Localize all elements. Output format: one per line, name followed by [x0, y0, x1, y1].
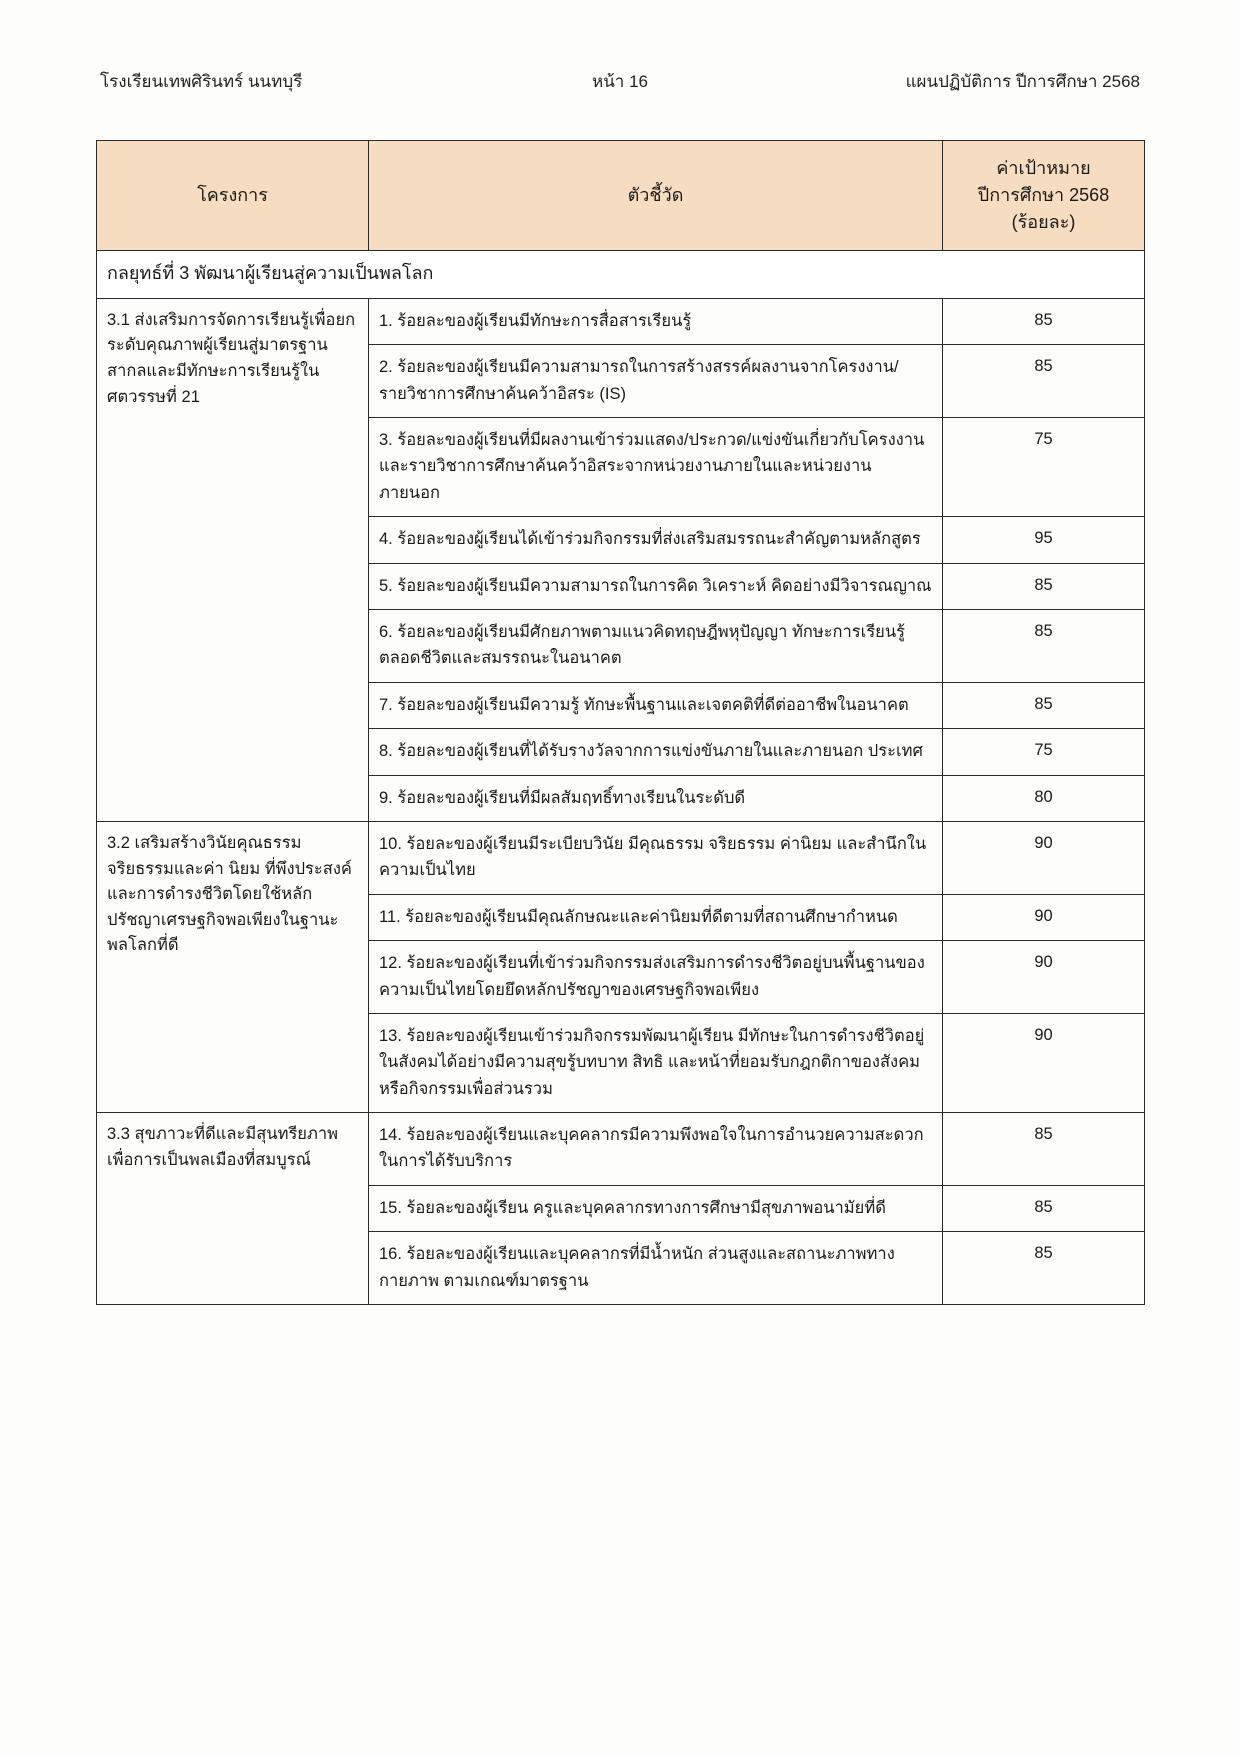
table-row	[97, 298, 1145, 344]
target-cell: 85	[943, 298, 1145, 344]
indicator-cell: 14. ร้อยละของผู้เรียนและบุคคลากรมีความพึงพอใจในการอำนวยความสะดวกในการได้รับบริการ	[369, 1113, 943, 1186]
target-cell: 85	[943, 1185, 1145, 1231]
target-cell: 85	[943, 563, 1145, 609]
target-cell: 90	[943, 821, 1145, 894]
target-header-line1: ค่าเป้าหมาย	[996, 158, 1091, 178]
indicator-cell: 5. ร้อยละของผู้เรียนมีความสามารถในการคิด วิเคราะห์ คิดอย่างมีวิจารณญาณ	[369, 563, 943, 609]
indicator-cell: 8. ร้อยละของผู้เรียนที่ได้รับรางวัลจากการแข่งขันภายในและภายนอก ประเทศ	[369, 729, 943, 775]
column-header-target	[943, 141, 1145, 251]
table-row	[97, 1113, 1145, 1186]
target-cell: 90	[943, 894, 1145, 940]
project-cell-3-3: 3.3 สุขภาวะที่ดีและมีสุนทรียภาพเพื่อการเป็นพลเมืองที่สมบูรณ์	[97, 1113, 369, 1305]
indicator-cell: 12. ร้อยละของผู้เรียนที่เข้าร่วมกิจกรรมส่งเสริมการดำรงชีวิตอยู่บนพื้นฐานของความเป็นไทยโดยยึดหลักปรัชญาของเศรษฐกิจพอเพียง	[369, 941, 943, 1014]
indicator-cell: 13. ร้อยละของผู้เรียนเข้าร่วมกิจกรรมพัฒนาผู้เรียน มีทักษะในการดำรงชีวิตอยู่ในสังคมได้อย่างมีความสุขรู้บทบาท สิทธิ และหน้าที่ยอมรับกฎกติกาของสังคมหรือกิจกรรมเพื่อส่วนรวม	[369, 1013, 943, 1112]
strategy-row	[97, 251, 1145, 299]
target-cell: 85	[943, 610, 1145, 683]
table-head	[97, 141, 1145, 251]
indicator-cell: 7. ร้อยละของผู้เรียนมีความรู้ ทักษะพื้นฐานและเจตคติที่ดีต่ออาชีพในอนาคต	[369, 682, 943, 728]
header-page-number: หน้า 16	[591, 72, 648, 91]
target-cell: 85	[943, 682, 1145, 728]
indicator-cell: 9. ร้อยละของผู้เรียนที่มีผลสัมฤทธิ์ทางเรียนในระดับดี	[369, 775, 943, 821]
strategy-title: กลยุทธ์ที่ 3 พัฒนาผู้เรียนสู่ความเป็นพลโลก	[97, 251, 1145, 299]
project-cell-3-2: 3.2 เสริมสร้างวินัยคุณธรรม จริยธรรมและค่า นิยม ที่พึงประสงค์และการดำรงชีวิตโดยใช้หลัก ปรัชญาเศรษฐกิจพอเพียงในฐานะพลโลกที่ดี	[97, 821, 369, 1112]
target-header-line3: (ร้อยละ)	[1011, 212, 1076, 232]
indicator-cell: 10. ร้อยละของผู้เรียนมีระเบียบวินัย มีคุณธรรม จริยธรรม ค่านิยม และสำนึกในความเป็นไทย	[369, 821, 943, 894]
target-cell: 95	[943, 517, 1145, 563]
target-cell: 75	[943, 729, 1145, 775]
indicator-cell: 2. ร้อยละของผู้เรียนมีความสามารถในการสร้างสรรค์ผลงานจากโครงงาน/รายวิชาการศึกษาค้นคว้าอิสระ (IS)	[369, 345, 943, 418]
target-header-line2: ปีการศึกษา 2568	[977, 185, 1110, 205]
target-cell: 80	[943, 775, 1145, 821]
header-document-title: แผนปฏิบัติการ ปีการศึกษา 2568	[905, 72, 1140, 91]
column-header-indicator: ตัวชี้วัด	[369, 141, 943, 251]
indicator-cell: 1. ร้อยละของผู้เรียนมีทักษะการสื่อสารเรียนรู้	[369, 298, 943, 344]
project-cell-3-1: 3.1 ส่งเสริมการจัดการเรียนรู้เพื่อยกระดับคุณภาพผู้เรียนสู่มาตรฐานสากลและมีทักษะการเรียนรู้ในศตวรรษที่ 21	[97, 298, 369, 821]
table-body	[97, 251, 1145, 1305]
table-row	[97, 821, 1145, 894]
plan-table	[96, 140, 1145, 1305]
target-cell: 90	[943, 1013, 1145, 1112]
indicator-cell: 3. ร้อยละของผู้เรียนที่มีผลงานเข้าร่วมแสดง/ประกวด/แข่งขันเกี่ยวกับโครงงานและรายวิชาการศึกษาค้นคว้าอิสระจากหน่วยงานภายในและหน่วยงานภายนอก	[369, 418, 943, 517]
indicator-cell: 11. ร้อยละของผู้เรียนมีคุณลักษณะและค่านิยมที่ดีตามที่สถานศึกษากำหนด	[369, 894, 943, 940]
indicator-cell: 15. ร้อยละของผู้เรียน ครูและบุคคลากรทางการศึกษามีสุขภาพอนามัยที่ดี	[369, 1185, 943, 1231]
table-header-row	[97, 141, 1145, 251]
target-cell: 90	[943, 941, 1145, 1014]
plan-table-wrapper	[96, 140, 1144, 1305]
target-cell: 75	[943, 418, 1145, 517]
target-cell: 85	[943, 1113, 1145, 1186]
header-school-name: โรงเรียนเทพศิรินทร์ นนทบุรี	[100, 72, 303, 91]
indicator-cell: 16. ร้อยละของผู้เรียนและบุคคลากรที่มีน้ำหนัก ส่วนสูงและสถานะภาพทางกายภาพ ตามเกณฑ์มาตรฐาน	[369, 1232, 943, 1305]
target-cell: 85	[943, 345, 1145, 418]
page-header	[100, 68, 1140, 95]
target-cell: 85	[943, 1232, 1145, 1305]
indicator-cell: 6. ร้อยละของผู้เรียนมีศักยภาพตามแนวคิดทฤษฎีพหุปัญญา ทักษะการเรียนรู้ตลอดชีวิตและสมรรถนะในอนาคต	[369, 610, 943, 683]
indicator-cell: 4. ร้อยละของผู้เรียนได้เข้าร่วมกิจกรรมที่ส่งเสริมสมรรถนะสำคัญตามหลักสูตร	[369, 517, 943, 563]
column-header-project: โครงการ	[97, 141, 369, 251]
